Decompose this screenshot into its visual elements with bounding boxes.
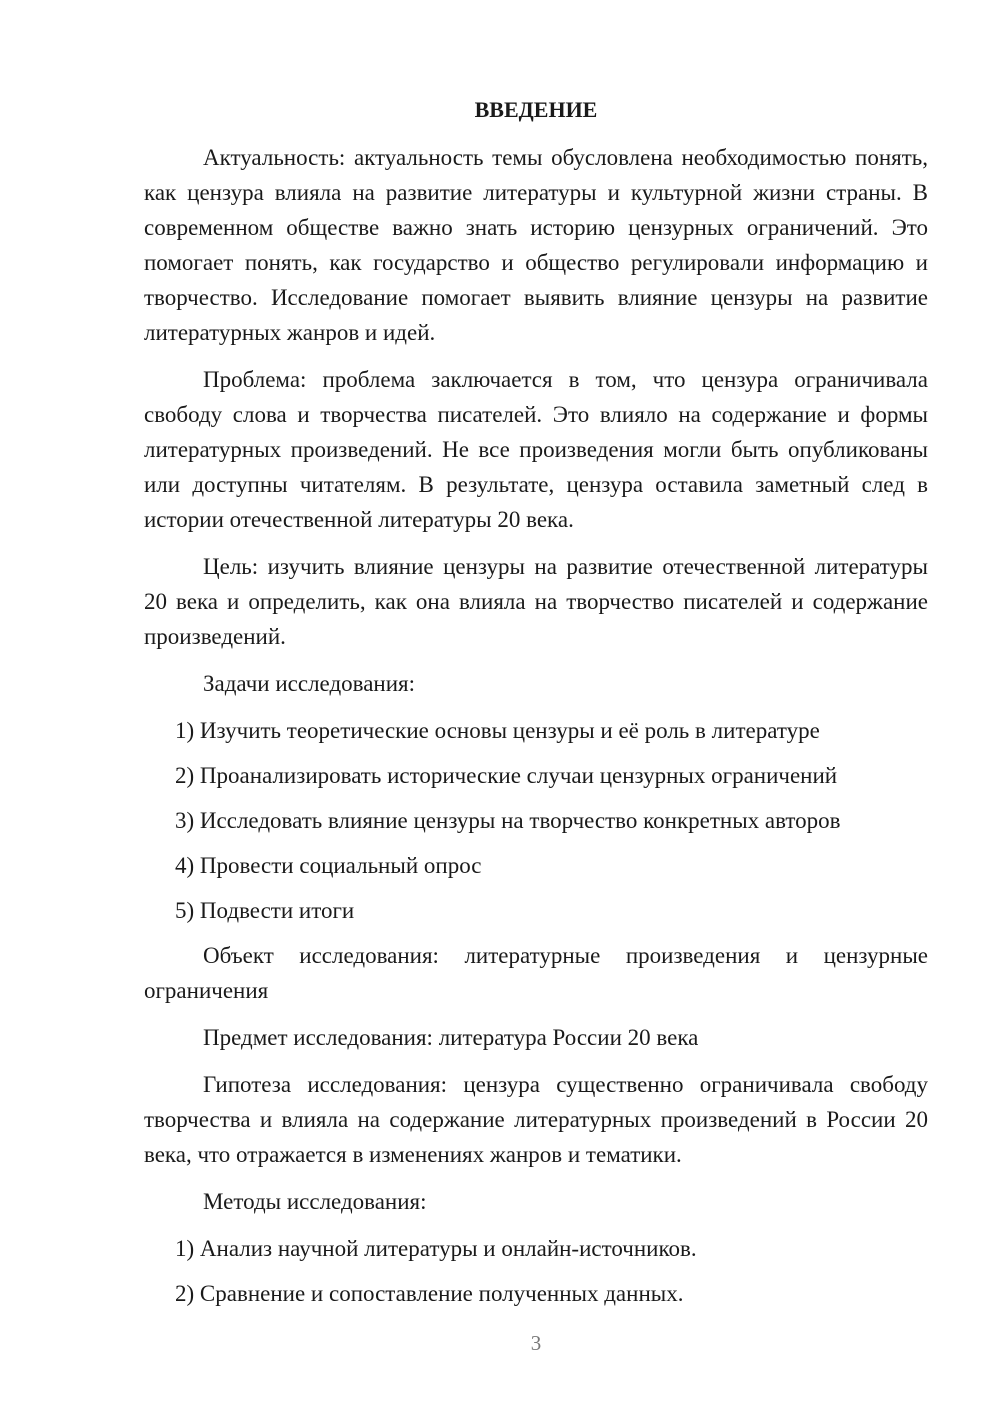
list-item (144, 1231, 928, 1266)
list-item-text: Анализ научной литературы и онлайн-источников. (199, 1236, 697, 1261)
list-item-number: 3) (175, 808, 195, 833)
list-item-number: 2) (175, 1281, 195, 1306)
hypothesis-paragraph: Гипотеза исследования: цензура существенно ограничивала свободу творчества и влияла на содержание литературных произведений в России 20 века, что отражается в изменениях жанров и тематики. (144, 1072, 928, 1167)
list-item-number: 5) (175, 898, 195, 923)
list-item-number: 2) (175, 763, 195, 788)
relevance-paragraph: Актуальность: актуальность темы обусловлена необходимостью понять, как цензура влияла на развитие литературы и культурной жизни страны. В современном обществе важно знать историю цензурных ограничений. Это помогает понять, как государство и общество регулировали информацию и творчество. Исследование помогает выявить влияние цензуры на развитие литературных жанров и идей. (144, 145, 928, 345)
list-item-text: Провести социальный опрос (199, 853, 482, 878)
list-item-text: Проанализировать исторические случаи цензурных ограничений (199, 763, 838, 788)
list-item-number: 1) (175, 1236, 195, 1261)
list-item (144, 848, 928, 883)
list-item (144, 803, 928, 838)
page-number: 3 (530, 1331, 542, 1355)
document-body (144, 92, 928, 1321)
list-item (144, 758, 928, 793)
list-item (144, 1276, 928, 1311)
methods-list (144, 1231, 928, 1311)
list-item-text: Исследовать влияние цензуры на творчество конкретных авторов (199, 808, 841, 833)
list-item-text: Сравнение и сопоставление полученных данных. (199, 1281, 684, 1306)
object-paragraph: Объект исследования: литературные произведения и цензурные ограничения (144, 943, 928, 1003)
goal-paragraph: Цель: изучить влияние цензуры на развитие отечественной литературы 20 века и определить, как она влияла на творчество писателей и содержание произведений. (144, 554, 928, 649)
tasks-heading: Задачи исследования: (203, 671, 416, 696)
list-item-number: 4) (175, 853, 195, 878)
list-item-text: Изучить теоретические основы цензуры и её роль в литературе (199, 718, 820, 743)
subject-paragraph: Предмет исследования: литература России 20 века (203, 1025, 699, 1050)
list-item-number: 1) (175, 718, 195, 743)
methods-heading: Методы исследования: (203, 1189, 427, 1214)
list-item (144, 713, 928, 748)
tasks-list (144, 713, 928, 928)
problem-paragraph: Проблема: проблема заключается в том, что цензура ограничивала свободу слова и творчества писателей. Это влияло на содержание и формы литературных произведений. Не все произведения могли быть опубликованы или доступны читателям. В результате, цензура оставила заметный след в истории отечественной литературы 20 века. (144, 367, 928, 532)
page-title: ВВЕДЕНИЕ (474, 97, 598, 122)
list-item (144, 893, 928, 928)
list-item-text: Подвести итоги (199, 898, 355, 923)
